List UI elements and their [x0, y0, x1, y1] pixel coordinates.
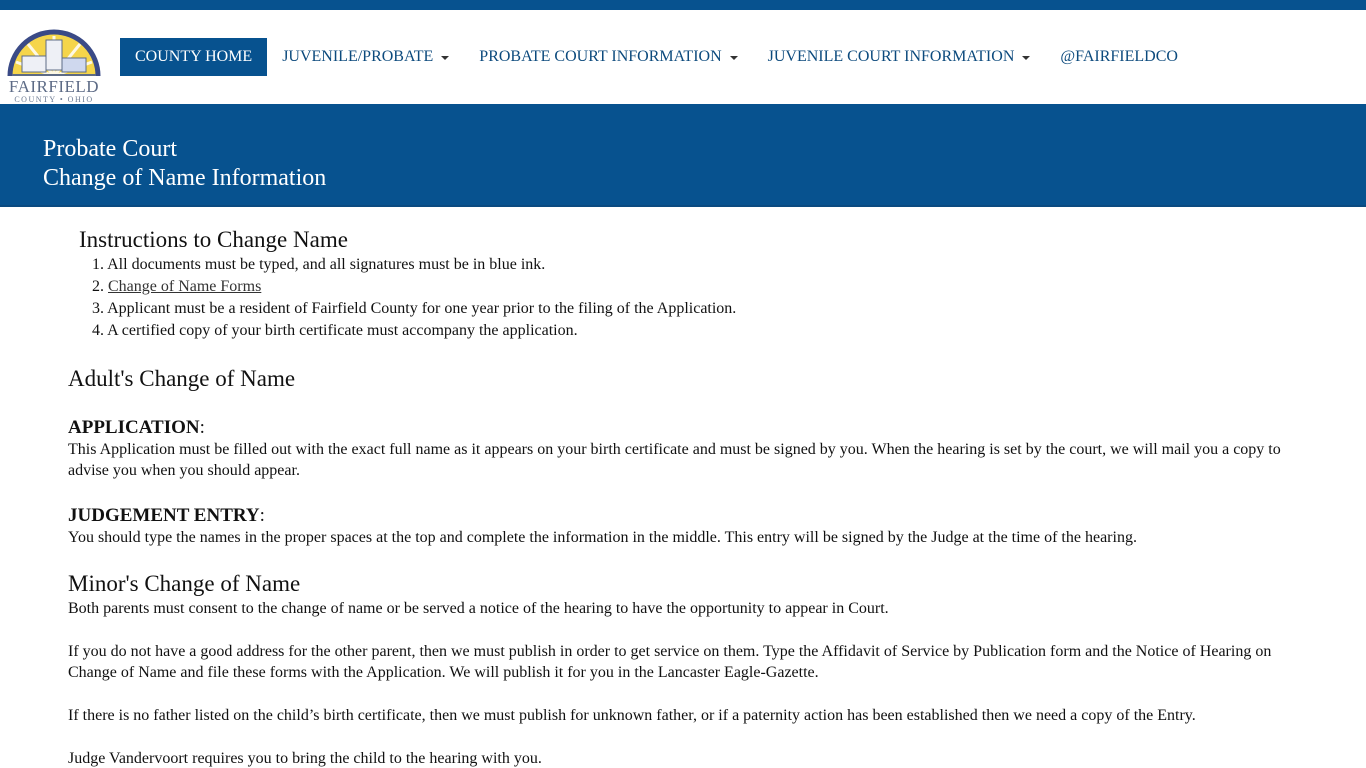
application-block [68, 417, 1300, 481]
logo-subtitle: COUNTY • OHIO [14, 95, 94, 104]
step-text: A certified copy of your birth certificate must accompany the application. [107, 322, 578, 339]
caret-down-icon [441, 56, 449, 60]
main-content [68, 226, 1300, 768]
minor-paragraph: Both parents must consent to the change of name or be served a notice of the hearing to have the opportunity to appear in Court. [68, 600, 889, 617]
instructions-list [92, 254, 1300, 342]
caret-down-icon [1022, 56, 1030, 60]
step-number: 3. [92, 300, 104, 317]
page-banner [0, 104, 1366, 207]
main-nav [120, 38, 1193, 76]
step-text: All documents must be typed, and all signatures must be in blue ink. [107, 256, 546, 273]
top-accent-bar [0, 0, 1366, 10]
nav-county-home[interactable] [120, 38, 267, 76]
nav-label: PROBATE COURT INFORMATION [479, 48, 722, 65]
nav-label: JUVENILE COURT INFORMATION [767, 48, 1015, 65]
list-item [92, 276, 1300, 298]
nav-label: JUVENILE/PROBATE [282, 48, 434, 65]
nav-fairfieldco-social[interactable] [1045, 38, 1193, 76]
nav-label: @FAIRFIELDCO [1060, 48, 1178, 65]
county-logo[interactable] [6, 22, 102, 104]
label-colon: : [199, 417, 205, 438]
nav-label: COUNTY HOME [135, 48, 253, 65]
county-seal-icon [6, 22, 102, 78]
judgement-entry-block [68, 505, 1300, 548]
list-item [92, 320, 1300, 342]
adult-section-heading: Adult's Change of Name [68, 366, 296, 391]
application-text: This Application must be filled out with the exact full name as it appears on your birth certificate and must be signed by you. When the hearing is set by the court, we will mail you a copy to advise you when you should appear. [68, 441, 1281, 479]
list-item [92, 298, 1300, 320]
step-text: Applicant must be a resident of Fairfield County for one year prior to the filing of the Application. [107, 300, 737, 317]
instructions-heading: Instructions to Change Name [79, 227, 348, 252]
banner-court-name: Probate Court [43, 136, 177, 162]
step-number: 1. [92, 256, 104, 273]
minor-paragraph: If you do not have a good address for the other parent, then we must publish in order to get service on them. Type the Affidavit of Service by Publication form and the Notice of Hearing on Change of Name and file these forms with the Application. We will publish it for you in the Lancaster Eagle-Gazette. [68, 643, 1272, 681]
logo-title: FAIRFIELD [8, 77, 100, 96]
minor-paragraph: Judge Vandervoort requires you to bring the child to the hearing with you. [68, 750, 542, 767]
site-header [0, 10, 1366, 104]
minor-paragraph: If there is no father listed on the child’s birth certificate, then we must publish for unknown father, or if a paternity action has been established then we need a copy of the Entry. [68, 707, 1196, 724]
label-colon: : [259, 505, 265, 526]
step-number: 2. [92, 278, 104, 295]
list-item [92, 254, 1300, 276]
nav-juvenile-court-information[interactable] [753, 38, 1046, 76]
judgement-entry-text: You should type the names in the proper spaces at the top and complete the information in the middle. This entry will be signed by the Judge at the time of the hearing. [68, 529, 1137, 546]
change-of-name-forms-link[interactable]: Change of Name Forms [108, 278, 262, 295]
nav-probate-court-information[interactable] [464, 38, 752, 76]
page-title: Change of Name Information [43, 165, 327, 191]
minor-section-heading: Minor's Change of Name [68, 571, 301, 596]
application-label: APPLICATION [68, 417, 200, 438]
caret-down-icon [730, 56, 738, 60]
nav-juvenile-probate[interactable] [267, 38, 464, 76]
judgement-entry-label: JUDGEMENT ENTRY [68, 505, 260, 526]
step-number: 4. [92, 322, 104, 339]
